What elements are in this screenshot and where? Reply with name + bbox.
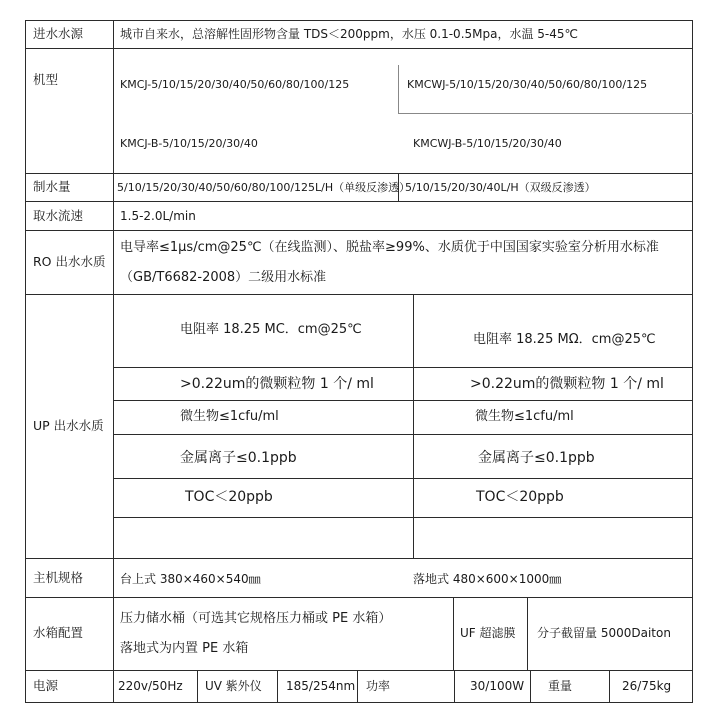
power-divider: [609, 670, 610, 703]
row-divider: [25, 597, 693, 598]
model-kmcwj-b: KMCWJ-B-5/10/15/20/30/40: [413, 137, 562, 150]
tank-divider: [453, 597, 454, 671]
power-divider: [357, 670, 358, 703]
up-left-particles: >0.22um的微颗粒物 1 个/ ml: [180, 376, 374, 392]
model-label: 机型: [33, 72, 59, 87]
tank-label: 水箱配置: [33, 625, 84, 640]
up-row-divider: [113, 367, 693, 368]
output-label: 制水量: [33, 179, 71, 194]
up-row-divider: [113, 517, 693, 518]
row-divider: [25, 230, 693, 231]
uf-label: UF 超滤膜: [460, 626, 516, 640]
spec-bench: 台上式 380×460×540㎜: [120, 572, 261, 586]
up-quality-label: UP 出水水质: [33, 418, 104, 433]
up-left-metal: 金属离子≤0.1ppb: [180, 450, 297, 466]
power-divider: [530, 670, 531, 703]
uf-value: 分子截留量 5000Daiton: [537, 626, 671, 640]
power-label: 电源: [33, 678, 59, 693]
row-divider: [25, 670, 693, 671]
up-row-divider: [113, 400, 693, 401]
weight-label: 重量: [548, 679, 573, 693]
power-divider: [277, 670, 278, 703]
row-divider: [25, 48, 693, 49]
flow-label: 取水流速: [33, 208, 84, 223]
weight-value: 26/75kg: [622, 679, 672, 693]
up-left-resistivity: 电阻率 18.25 MC．cm@25℃: [180, 322, 362, 337]
power-divider: [454, 670, 455, 703]
table-border-top: [25, 20, 693, 21]
row-divider: [25, 201, 693, 202]
watt-label: 功率: [366, 679, 391, 693]
water-source-value: 城市自来水，总溶解性固形物含量 TDS＜200ppm，水压 0.1-0.5Mpa，水温 5-45℃: [120, 27, 578, 41]
output-double: 5/10/15/20/30/40L/H（双级反渗透）: [405, 181, 596, 194]
row-divider: [25, 173, 693, 174]
up-right-toc: TOC＜20ppb: [476, 489, 564, 505]
up-row-divider: [113, 434, 693, 435]
ro-quality-label: RO 出水水质: [33, 254, 106, 269]
up-row-divider: [113, 478, 693, 479]
tank-line1: 压力储水桶（可选其它规格压力桶或 PE 水箱）: [120, 611, 392, 626]
tank-line2: 落地式为内置 PE 水箱: [120, 641, 249, 656]
ro-quality-line1: 电导率≤1μs/cm@25℃（在线监测）、脱盐率≥99%、水质优于中国国家实验室分析用水标准: [120, 240, 659, 255]
model-kmcwj: KMCWJ-5/10/15/20/30/40/50/60/80/100/125: [407, 78, 648, 91]
uv-label: UV 紫外仪: [205, 679, 262, 693]
uf-divider: [527, 597, 528, 671]
model-divider: [398, 113, 693, 114]
up-left-toc: TOC＜20ppb: [185, 489, 273, 505]
water-source-label: 进水水源: [33, 26, 84, 41]
spec-floor: 落地式 480×600×1000㎜: [413, 572, 562, 586]
watt-value: 30/100W: [470, 679, 525, 693]
model-kmcj-b: KMCJ-B-5/10/15/20/30/40: [120, 137, 258, 150]
spec-label: 主机规格: [33, 570, 84, 585]
model-divider: [398, 65, 399, 113]
row-divider: [25, 294, 693, 295]
ro-quality-line2: （GB/T6682-2008）二级用水标准: [120, 270, 327, 285]
model-kmcj: KMCJ-5/10/15/20/30/40/50/60/80/100/125: [120, 78, 350, 91]
row-divider: [25, 558, 693, 559]
output-single: 5/10/15/20/30/40/50/60/80/100/125L/H（单级反渗透）: [117, 181, 411, 194]
up-right-particles: >0.22um的微颗粒物 1 个/ ml: [470, 376, 664, 392]
power-divider: [197, 670, 198, 703]
power-value: 220v/50Hz: [118, 679, 183, 693]
label-column-divider: [113, 20, 114, 703]
up-right-resistivity: 电阻率 18.25 MΩ．cm@25℃: [473, 332, 656, 347]
up-left-microbe: 微生物≤1cfu/ml: [180, 409, 279, 424]
up-right-microbe: 微生物≤1cfu/ml: [475, 409, 574, 424]
table-border-left: [25, 20, 26, 703]
up-right-metal: 金属离子≤0.1ppb: [478, 450, 595, 466]
up-column-divider: [413, 294, 414, 559]
table-border-right: [692, 20, 693, 703]
table-border-bottom: [25, 702, 693, 703]
uv-value: 185/254nm: [286, 679, 356, 693]
flow-value: 1.5-2.0L/min: [120, 209, 196, 223]
